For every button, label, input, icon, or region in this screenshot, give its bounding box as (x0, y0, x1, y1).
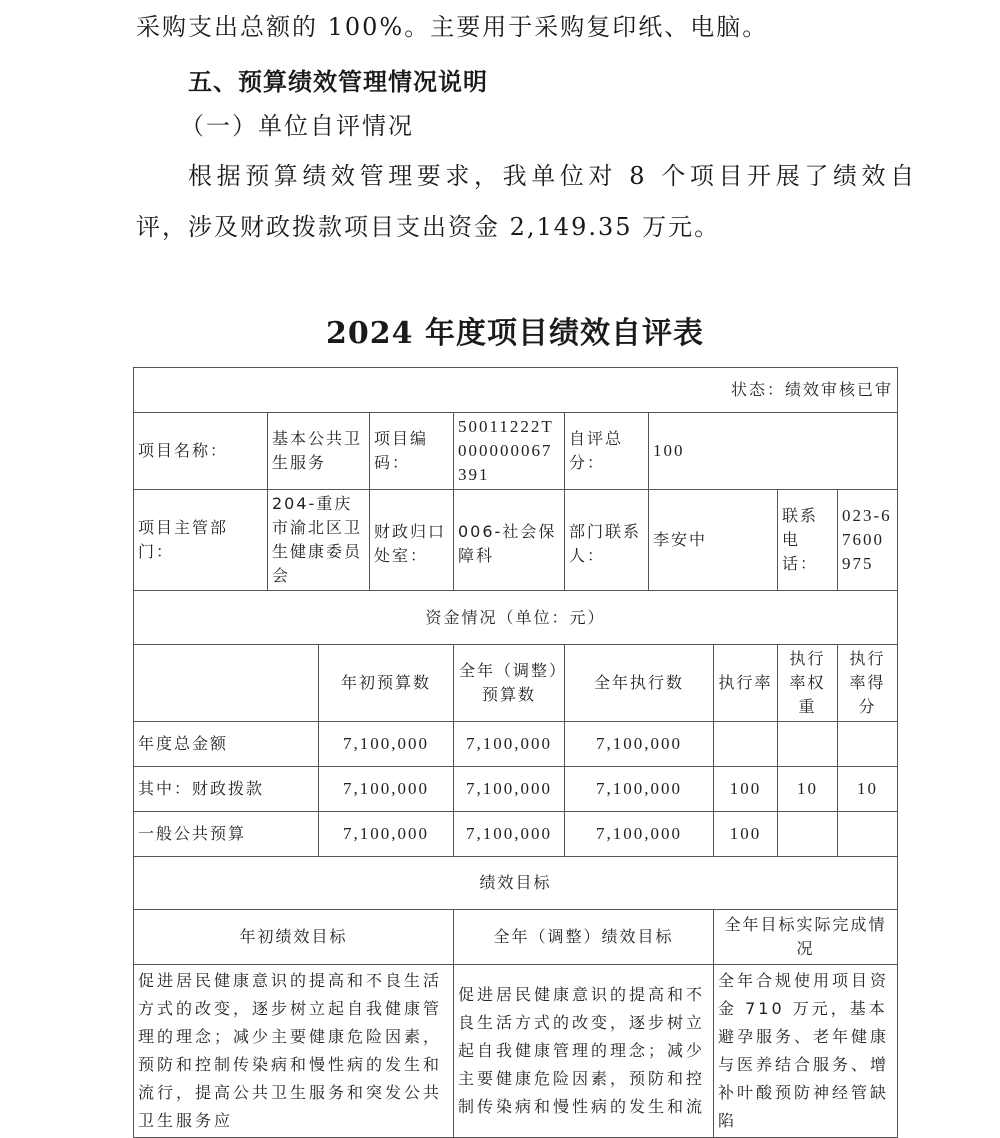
funds-row-adjusted: 7,100,000 (454, 812, 565, 857)
body-paragraph-line-1: 根据预算绩效管理要求，我单位对 8 个项目开展了绩效自 (188, 162, 919, 190)
goals-heading: 绩效目标 (134, 857, 898, 910)
project-name-value: 基本公共卫生服务 (268, 413, 370, 490)
funds-row-initial: 7,100,000 (319, 722, 454, 767)
funds-row-executed: 7,100,000 (565, 767, 714, 812)
funds-row-weight: 10 (778, 767, 838, 812)
goals-header-initial: 年初绩效目标 (134, 910, 454, 965)
dept-label: 项目主管部门： (134, 490, 268, 591)
project-name-label: 项目名称： (134, 413, 268, 490)
funds-row-score (838, 812, 898, 857)
funds-row-label: 年度总金额 (134, 722, 319, 767)
goals-header-actual: 全年目标实际完成情况 (714, 910, 898, 965)
funds-header-blank (134, 645, 319, 722)
dept-value: 204-重庆市渝北区卫生健康委员会 (268, 490, 370, 591)
funds-header-initial: 年初预算数 (319, 645, 454, 722)
goals-initial-text: 促进居民健康意识的提高和不良生活方式的改变，逐步树立起自我健康管理的理念；减少主要健康危险因素，预防和控制传染病和慢性病的发生和流行，提高公共卫生服务和突发公共卫生服务应 (134, 965, 454, 1138)
funds-row-label: 一般公共预算 (134, 812, 319, 857)
funds-row-label: 其中：财政拨款 (134, 767, 319, 812)
funds-row (134, 767, 898, 812)
funds-heading: 资金情况（单位：元） (134, 591, 898, 645)
phone-label: 联系电话： (778, 490, 838, 591)
funds-header-rate: 执行率 (714, 645, 778, 722)
funds-row-weight (778, 812, 838, 857)
funds-row-rate: 100 (714, 812, 778, 857)
funds-row-adjusted: 7,100,000 (454, 767, 565, 812)
funds-row (134, 722, 898, 767)
project-code-value: 50011222T000000067391 (454, 413, 565, 490)
section-heading: 五、预算绩效管理情况说明 (188, 68, 488, 96)
funds-row-score: 10 (838, 767, 898, 812)
goals-adjusted-text: 促进居民健康意识的提高和不良生活方式的改变，逐步树立起自我健康管理的理念；减少主要健康危险因素，预防和控制传染病和慢性病的发生和流 (454, 965, 714, 1138)
goals-header-adjusted: 全年（调整）绩效目标 (454, 910, 714, 965)
funds-header-executed: 全年执行数 (565, 645, 714, 722)
funds-header-weight: 执行率权重 (778, 645, 838, 722)
subsection-heading: （一）单位自评情况 (180, 112, 414, 140)
performance-evaluation-table (133, 367, 898, 1138)
funds-row-executed: 7,100,000 (565, 722, 714, 767)
goals-actual-text: 全年合规使用项目资金 710 万元，基本避孕服务、老年健康与医养结合服务、增补叶酸预防神经管缺陷 (714, 965, 898, 1138)
funds-row-adjusted: 7,100,000 (454, 722, 565, 767)
funds-row-weight (778, 722, 838, 767)
self-score-label: 自评总分： (565, 413, 649, 490)
funds-row-rate: 100 (714, 767, 778, 812)
funds-row (134, 812, 898, 857)
funds-row-executed: 7,100,000 (565, 812, 714, 857)
funds-row-initial: 7,100,000 (319, 767, 454, 812)
contact-value: 李安中 (649, 490, 778, 591)
funds-header-score: 执行率得分 (838, 645, 898, 722)
phone-value: 023-67600975 (838, 490, 898, 591)
project-code-label: 项目编码： (370, 413, 454, 490)
body-paragraph-line-2: 评，涉及财政拨款项目支出资金 2,149.35 万元。 (136, 213, 721, 241)
funds-row-initial: 7,100,000 (319, 812, 454, 857)
funds-row-score (838, 722, 898, 767)
self-score-value: 100 (649, 413, 898, 490)
funds-header-adjusted: 全年（调整）预算数 (454, 645, 565, 722)
status-cell: 状态：绩效审核已审 (134, 368, 898, 413)
table-title: 2024 年度项目绩效自评表 (326, 316, 704, 351)
finance-office-value: 006-社会保障科 (454, 490, 565, 591)
funds-row-rate (714, 722, 778, 767)
body-line-1: 采购支出总额的 100%。主要用于采购复印纸、电脑。 (136, 13, 769, 41)
finance-office-label: 财政归口处室： (370, 490, 454, 591)
contact-label: 部门联系人： (565, 490, 649, 591)
